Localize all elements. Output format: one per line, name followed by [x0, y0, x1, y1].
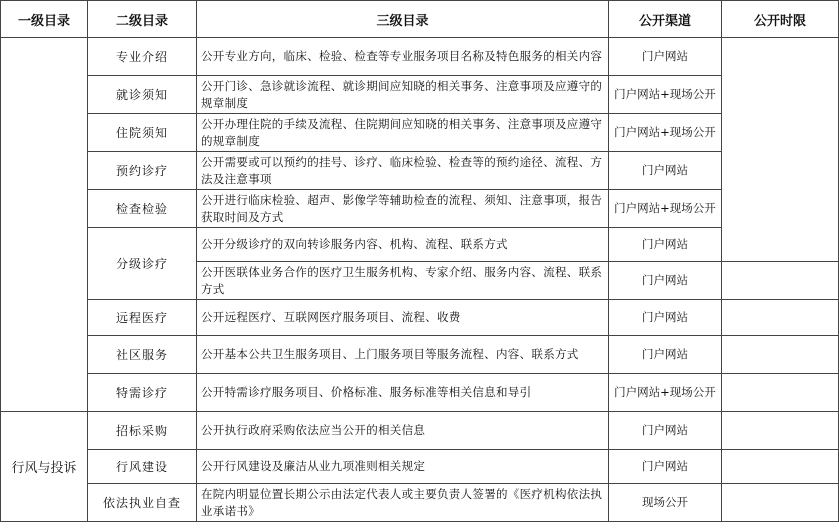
header-level3: 三级目录: [197, 1, 609, 38]
time-limit-cell: [722, 300, 839, 336]
group-label: [1, 38, 88, 412]
level2-cell: 行风建设: [88, 450, 197, 484]
header-channel: 公开渠道: [609, 1, 722, 38]
table-row: [1, 300, 839, 336]
level2-cell: 分级诊疗: [88, 228, 197, 300]
table-row: [1, 76, 839, 114]
table-row: [1, 336, 839, 374]
channel-cell: 门户网站: [609, 228, 722, 262]
channel-cell: 门户网站: [609, 152, 722, 190]
level2-cell: 住院须知: [88, 114, 197, 152]
level3-cell: 公开远程医疗、互联网医疗服务项目、流程、收费: [197, 300, 609, 336]
table-row: [1, 114, 839, 152]
level3-cell: 公开基本公共卫生服务项目、上门服务项目等服务流程、内容、联系方式: [197, 336, 609, 374]
table-row: [1, 412, 839, 450]
level3-cell: 在院内明显位置长期公示由法定代表人或主要负责人签署的《医疗机构依法执业承诺书》: [197, 484, 609, 522]
level2-cell: 社区服务: [88, 336, 197, 374]
channel-cell: 门户网站: [609, 336, 722, 374]
channel-cell: 门户网站+现场公开: [609, 374, 722, 412]
level3-cell: 公开办理住院的手续及流程、住院期间应知晓的相关事务、注意事项及应遵守的规章制度: [197, 114, 609, 152]
table-row: [1, 190, 839, 228]
level3-cell: 公开执行政府采购依法应当公开的相关信息: [197, 412, 609, 450]
channel-cell: 门户网站: [609, 262, 722, 300]
level2-cell: 依法执业自查: [88, 484, 197, 522]
time-limit-cell: [722, 484, 839, 522]
level2-cell: 预约诊疗: [88, 152, 197, 190]
level3-cell: 公开分级诊疗的双向转诊服务内容、机构、流程、联系方式: [197, 228, 609, 262]
time-limit-cell: [722, 262, 839, 300]
level2-cell: 远程医疗: [88, 300, 197, 336]
channel-cell: 门户网站: [609, 300, 722, 336]
header-level1: 一级目录: [1, 1, 88, 38]
header-level2: 二级目录: [88, 1, 197, 38]
channel-cell: 现场公开: [609, 484, 722, 522]
channel-cell: 门户网站: [609, 38, 722, 76]
level2-cell: 特需诊疗: [88, 374, 197, 412]
time-limit-cell: [722, 38, 839, 262]
table-row: [1, 152, 839, 190]
header-row: [1, 1, 839, 38]
level3-cell: 公开门诊、急诊就诊流程、就诊期间应知晓的相关事务、注意事项及应遵守的规章制度: [197, 76, 609, 114]
level3-cell: 公开行风建设及廉洁从业九项准则相关规定: [197, 450, 609, 484]
time-limit-cell: [722, 450, 839, 484]
channel-cell: 门户网站: [609, 412, 722, 450]
level2-cell: 专业介绍: [88, 38, 197, 76]
channel-cell: 门户网站+现场公开: [609, 114, 722, 152]
level2-cell: 招标采购: [88, 412, 197, 450]
level3-cell: 公开需要或可以预约的挂号、诊疗、临床检验、检查等的预约途径、流程、方法及注意事项: [197, 152, 609, 190]
table-row: [1, 484, 839, 522]
time-limit-cell: [722, 336, 839, 374]
level2-cell: 检查检验: [88, 190, 197, 228]
table-row: [1, 374, 839, 412]
group-label: 行风与投诉: [1, 412, 88, 522]
header-time-limit: 公开时限: [722, 1, 839, 38]
channel-cell: 门户网站+现场公开: [609, 76, 722, 114]
level3-cell: 公开进行临床检验、超声、影像学等辅助检查的流程、须知、注意事项，报告获取时间及方式: [197, 190, 609, 228]
channel-cell: 门户网站+现场公开: [609, 190, 722, 228]
time-limit-cell: [722, 412, 839, 450]
table-row: [1, 38, 839, 76]
level3-cell: 公开医联体业务合作的医疗卫生服务机构、专家介绍、服务内容、流程、联系方式: [197, 262, 609, 300]
table-row: [1, 450, 839, 484]
channel-cell: 门户网站: [609, 450, 722, 484]
level2-cell: 就诊须知: [88, 76, 197, 114]
time-limit-cell: [722, 374, 839, 412]
level3-cell: 公开特需诊疗服务项目、价格标准、服务标准等相关信息和导引: [197, 374, 609, 412]
table-row: [1, 228, 839, 262]
level3-cell: 公开专业方向，临床、检验、检查等专业服务项目名称及特色服务的相关内容: [197, 38, 609, 76]
